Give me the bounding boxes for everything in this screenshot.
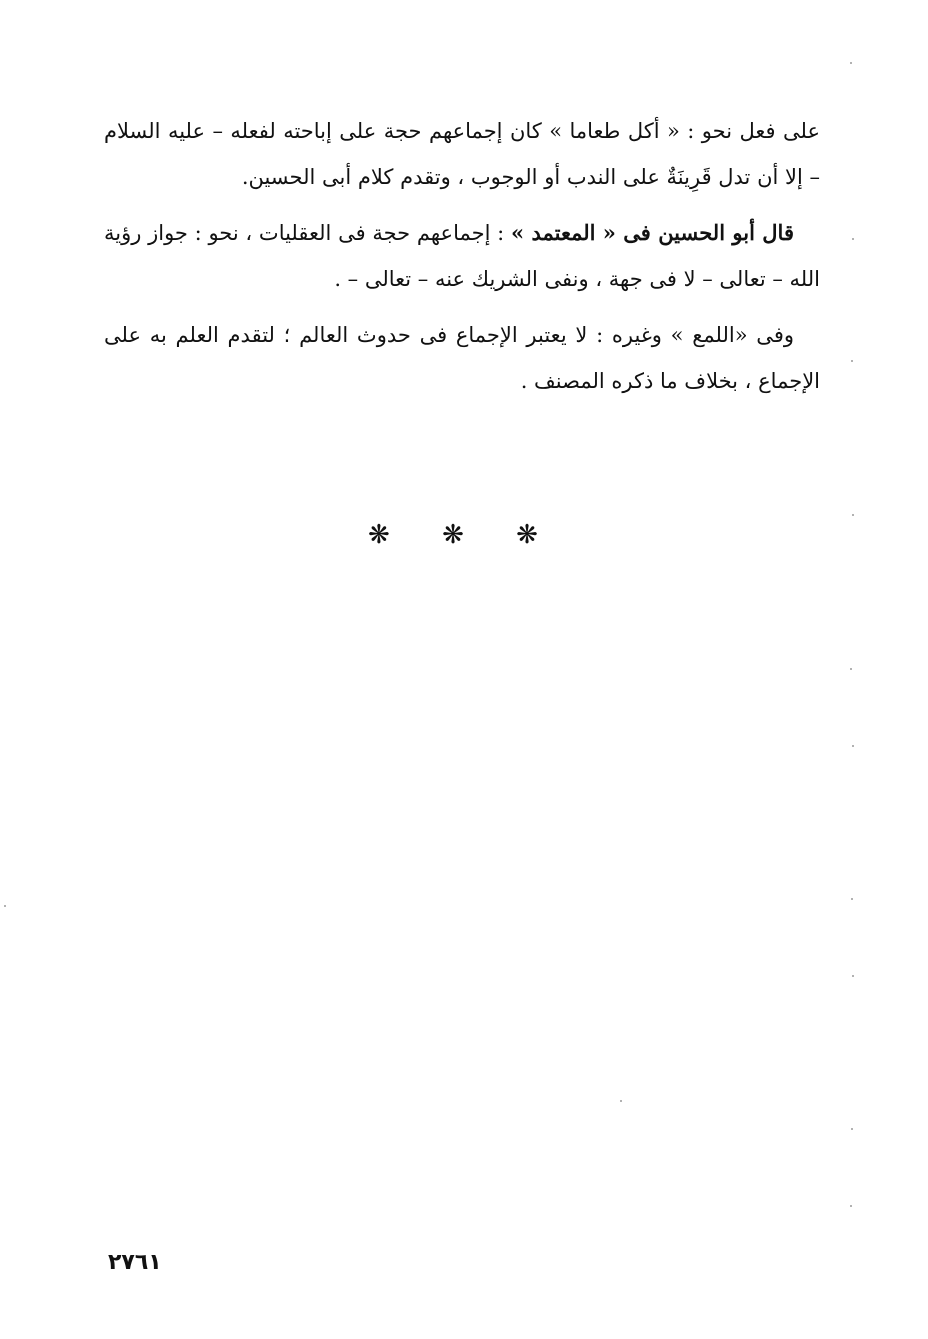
scan-speck <box>851 898 853 900</box>
scan-speck <box>620 1100 622 1102</box>
scan-speck <box>850 1205 852 1207</box>
scan-speck <box>852 238 854 240</box>
paragraph-3 <box>104 312 820 404</box>
paragraph-2 <box>104 210 820 302</box>
paragraph-1-text: على فعل نحو : « أكل طعاما » كان إجماعهم حجة على إباحته لفعله – عليه السلام – إلا أن تدل قَرِينَةٌ على الندب أو الوجوب ، وتقدم كلام أبى الحسين. <box>104 119 820 189</box>
body-text <box>104 108 820 414</box>
scan-speck <box>851 1128 853 1130</box>
paragraph-3-text: وفى «اللمع » وغيره : لا يعتبر الإجماع فى حدوث العالم ؛ لتقدم العلم به على الإجماع ، بخلاف ما ذكره المصنف . <box>104 323 820 393</box>
scan-speck <box>851 360 853 362</box>
scan-speck <box>852 745 854 747</box>
scan-speck <box>852 514 854 516</box>
page-number: ٢٧٦١ <box>108 1250 162 1275</box>
paragraph-2-lead: قال أبو الحسين فى « المعتمد » <box>510 220 794 245</box>
section-separator: ❋ ❋ ❋ <box>368 520 560 550</box>
scan-speck <box>850 668 852 670</box>
paragraph-1 <box>104 108 820 200</box>
scan-speck <box>850 62 852 64</box>
paragraph-2-text: : إجماعهم حجة فى العقليات ، نحو : جواز رؤية الله – تعالى – لا فى جهة ، ونفى الشريك عنه – تعالى – . <box>104 221 820 291</box>
scan-speck <box>852 975 854 977</box>
scan-speck <box>4 905 6 907</box>
